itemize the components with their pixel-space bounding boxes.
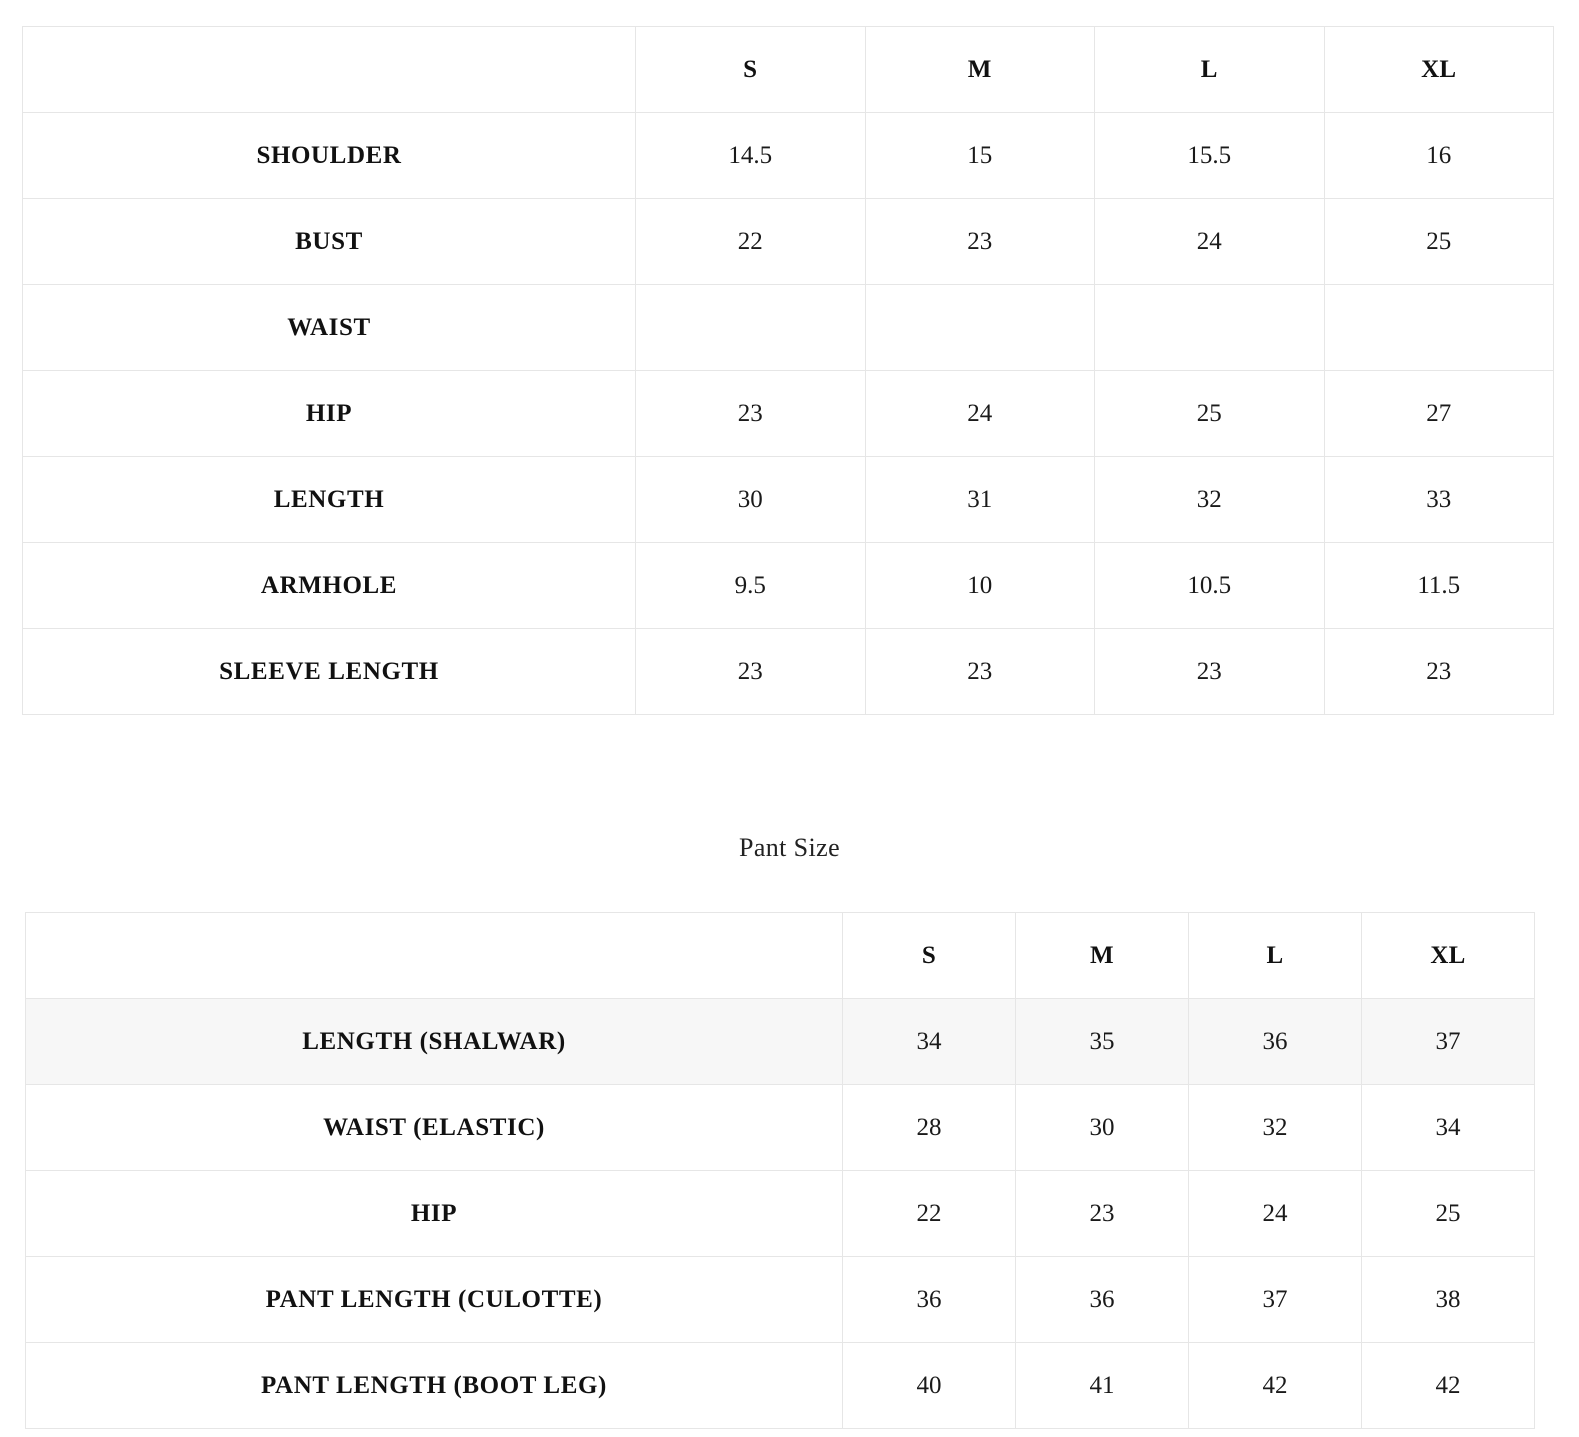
pant-value-boot-leg-xl: 42 <box>1362 1343 1535 1429</box>
pant-value-culotte-s: 36 <box>843 1257 1016 1343</box>
shirt-size-table-wrap <box>0 26 1579 715</box>
pant-header-s: S <box>843 913 1016 999</box>
shirt-value-bust-l: 24 <box>1095 199 1325 285</box>
shirt-value-hip-xl: 27 <box>1324 371 1554 457</box>
pant-size-title: Pant Size <box>738 833 841 862</box>
pant-value-boot-leg-s: 40 <box>843 1343 1016 1429</box>
table-row <box>23 543 1554 629</box>
table-row <box>23 629 1554 715</box>
table-row <box>26 1343 1535 1429</box>
shirt-value-bust-s: 22 <box>636 199 866 285</box>
shirt-value-shoulder-m: 15 <box>865 113 1095 199</box>
shirt-value-waist-l <box>1095 285 1325 371</box>
pant-header-xl: XL <box>1362 913 1535 999</box>
pant-value-boot-leg-l: 42 <box>1189 1343 1362 1429</box>
pant-header-l: L <box>1189 913 1362 999</box>
pant-row-label-waist-elastic: WAIST (ELASTIC) <box>26 1085 843 1171</box>
shirt-value-sleeve-length-s: 23 <box>636 629 866 715</box>
shirt-table-header <box>23 27 1554 113</box>
shirt-header-xl: XL <box>1324 27 1554 113</box>
shirt-value-waist-xl <box>1324 285 1554 371</box>
shirt-value-hip-l: 25 <box>1095 371 1325 457</box>
shirt-header-blank <box>23 27 636 113</box>
shirt-value-armhole-xl: 11.5 <box>1324 543 1554 629</box>
table-row <box>23 285 1554 371</box>
shirt-row-label-hip: HIP <box>23 371 636 457</box>
bottom-spacer <box>0 1429 1579 1437</box>
shirt-row-label-sleeve-length: SLEEVE LENGTH <box>23 629 636 715</box>
shirt-header-m: M <box>865 27 1095 113</box>
table-row <box>26 1171 1535 1257</box>
pant-value-waist-elastic-m: 30 <box>1016 1085 1189 1171</box>
shirt-value-length-l: 32 <box>1095 457 1325 543</box>
pant-value-length-shalwar-m: 35 <box>1016 999 1189 1085</box>
pant-value-length-shalwar-s: 34 <box>843 999 1016 1085</box>
pant-row-label-pant-length-culotte: PANT LENGTH (CULOTTE) <box>26 1257 843 1343</box>
size-chart-page <box>0 26 1579 1437</box>
pant-value-waist-elastic-l: 32 <box>1189 1085 1362 1171</box>
shirt-value-waist-m <box>865 285 1095 371</box>
table-row <box>23 113 1554 199</box>
pant-header-m: M <box>1016 913 1189 999</box>
table-row <box>23 457 1554 543</box>
pant-size-table <box>25 912 1535 1429</box>
shirt-value-length-m: 31 <box>865 457 1095 543</box>
pant-value-culotte-xl: 38 <box>1362 1257 1535 1343</box>
pant-value-culotte-m: 36 <box>1016 1257 1189 1343</box>
pant-row-label-length-shalwar: LENGTH (SHALWAR) <box>26 999 843 1085</box>
shirt-value-sleeve-length-xl: 23 <box>1324 629 1554 715</box>
shirt-size-table <box>22 26 1554 715</box>
shirt-value-sleeve-length-m: 23 <box>865 629 1095 715</box>
shirt-value-length-s: 30 <box>636 457 866 543</box>
shirt-value-shoulder-xl: 16 <box>1324 113 1554 199</box>
pant-size-table-wrap <box>0 912 1579 1429</box>
pant-value-hip-s: 22 <box>843 1171 1016 1257</box>
pant-value-length-shalwar-l: 36 <box>1189 999 1362 1085</box>
pant-header-blank <box>26 913 843 999</box>
shirt-row-label-length: LENGTH <box>23 457 636 543</box>
pant-value-hip-m: 23 <box>1016 1171 1189 1257</box>
pant-value-hip-xl: 25 <box>1362 1171 1535 1257</box>
pant-value-waist-elastic-xl: 34 <box>1362 1085 1535 1171</box>
shirt-value-armhole-s: 9.5 <box>636 543 866 629</box>
shirt-value-armhole-l: 10.5 <box>1095 543 1325 629</box>
shirt-row-label-shoulder: SHOULDER <box>23 113 636 199</box>
pant-value-waist-elastic-s: 28 <box>843 1085 1016 1171</box>
shirt-table-body <box>23 113 1554 715</box>
pant-row-label-hip: HIP <box>26 1171 843 1257</box>
shirt-value-hip-m: 24 <box>865 371 1095 457</box>
pant-value-hip-l: 24 <box>1189 1171 1362 1257</box>
table-row <box>26 1085 1535 1171</box>
table-header-row <box>23 27 1554 113</box>
pant-table-body <box>26 999 1535 1429</box>
shirt-row-label-waist: WAIST <box>23 285 636 371</box>
shirt-value-length-xl: 33 <box>1324 457 1554 543</box>
pant-table-header <box>26 913 1535 999</box>
pant-row-label-pant-length-boot-leg: PANT LENGTH (BOOT LEG) <box>26 1343 843 1429</box>
shirt-value-shoulder-s: 14.5 <box>636 113 866 199</box>
table-row <box>23 371 1554 457</box>
pant-value-length-shalwar-xl: 37 <box>1362 999 1535 1085</box>
shirt-value-waist-s <box>636 285 866 371</box>
shirt-value-armhole-m: 10 <box>865 543 1095 629</box>
shirt-header-l: L <box>1095 27 1325 113</box>
pant-value-boot-leg-m: 41 <box>1016 1343 1189 1429</box>
shirt-value-bust-xl: 25 <box>1324 199 1554 285</box>
table-row <box>26 999 1535 1085</box>
table-row <box>23 199 1554 285</box>
table-row <box>26 1257 1535 1343</box>
shirt-value-shoulder-l: 15.5 <box>1095 113 1325 199</box>
shirt-row-label-armhole: ARMHOLE <box>23 543 636 629</box>
shirt-value-hip-s: 23 <box>636 371 866 457</box>
table-header-row <box>26 913 1535 999</box>
shirt-header-s: S <box>636 27 866 113</box>
pant-value-culotte-l: 37 <box>1189 1257 1362 1343</box>
shirt-value-sleeve-length-l: 23 <box>1095 629 1325 715</box>
shirt-value-bust-m: 23 <box>865 199 1095 285</box>
shirt-row-label-bust: BUST <box>23 199 636 285</box>
